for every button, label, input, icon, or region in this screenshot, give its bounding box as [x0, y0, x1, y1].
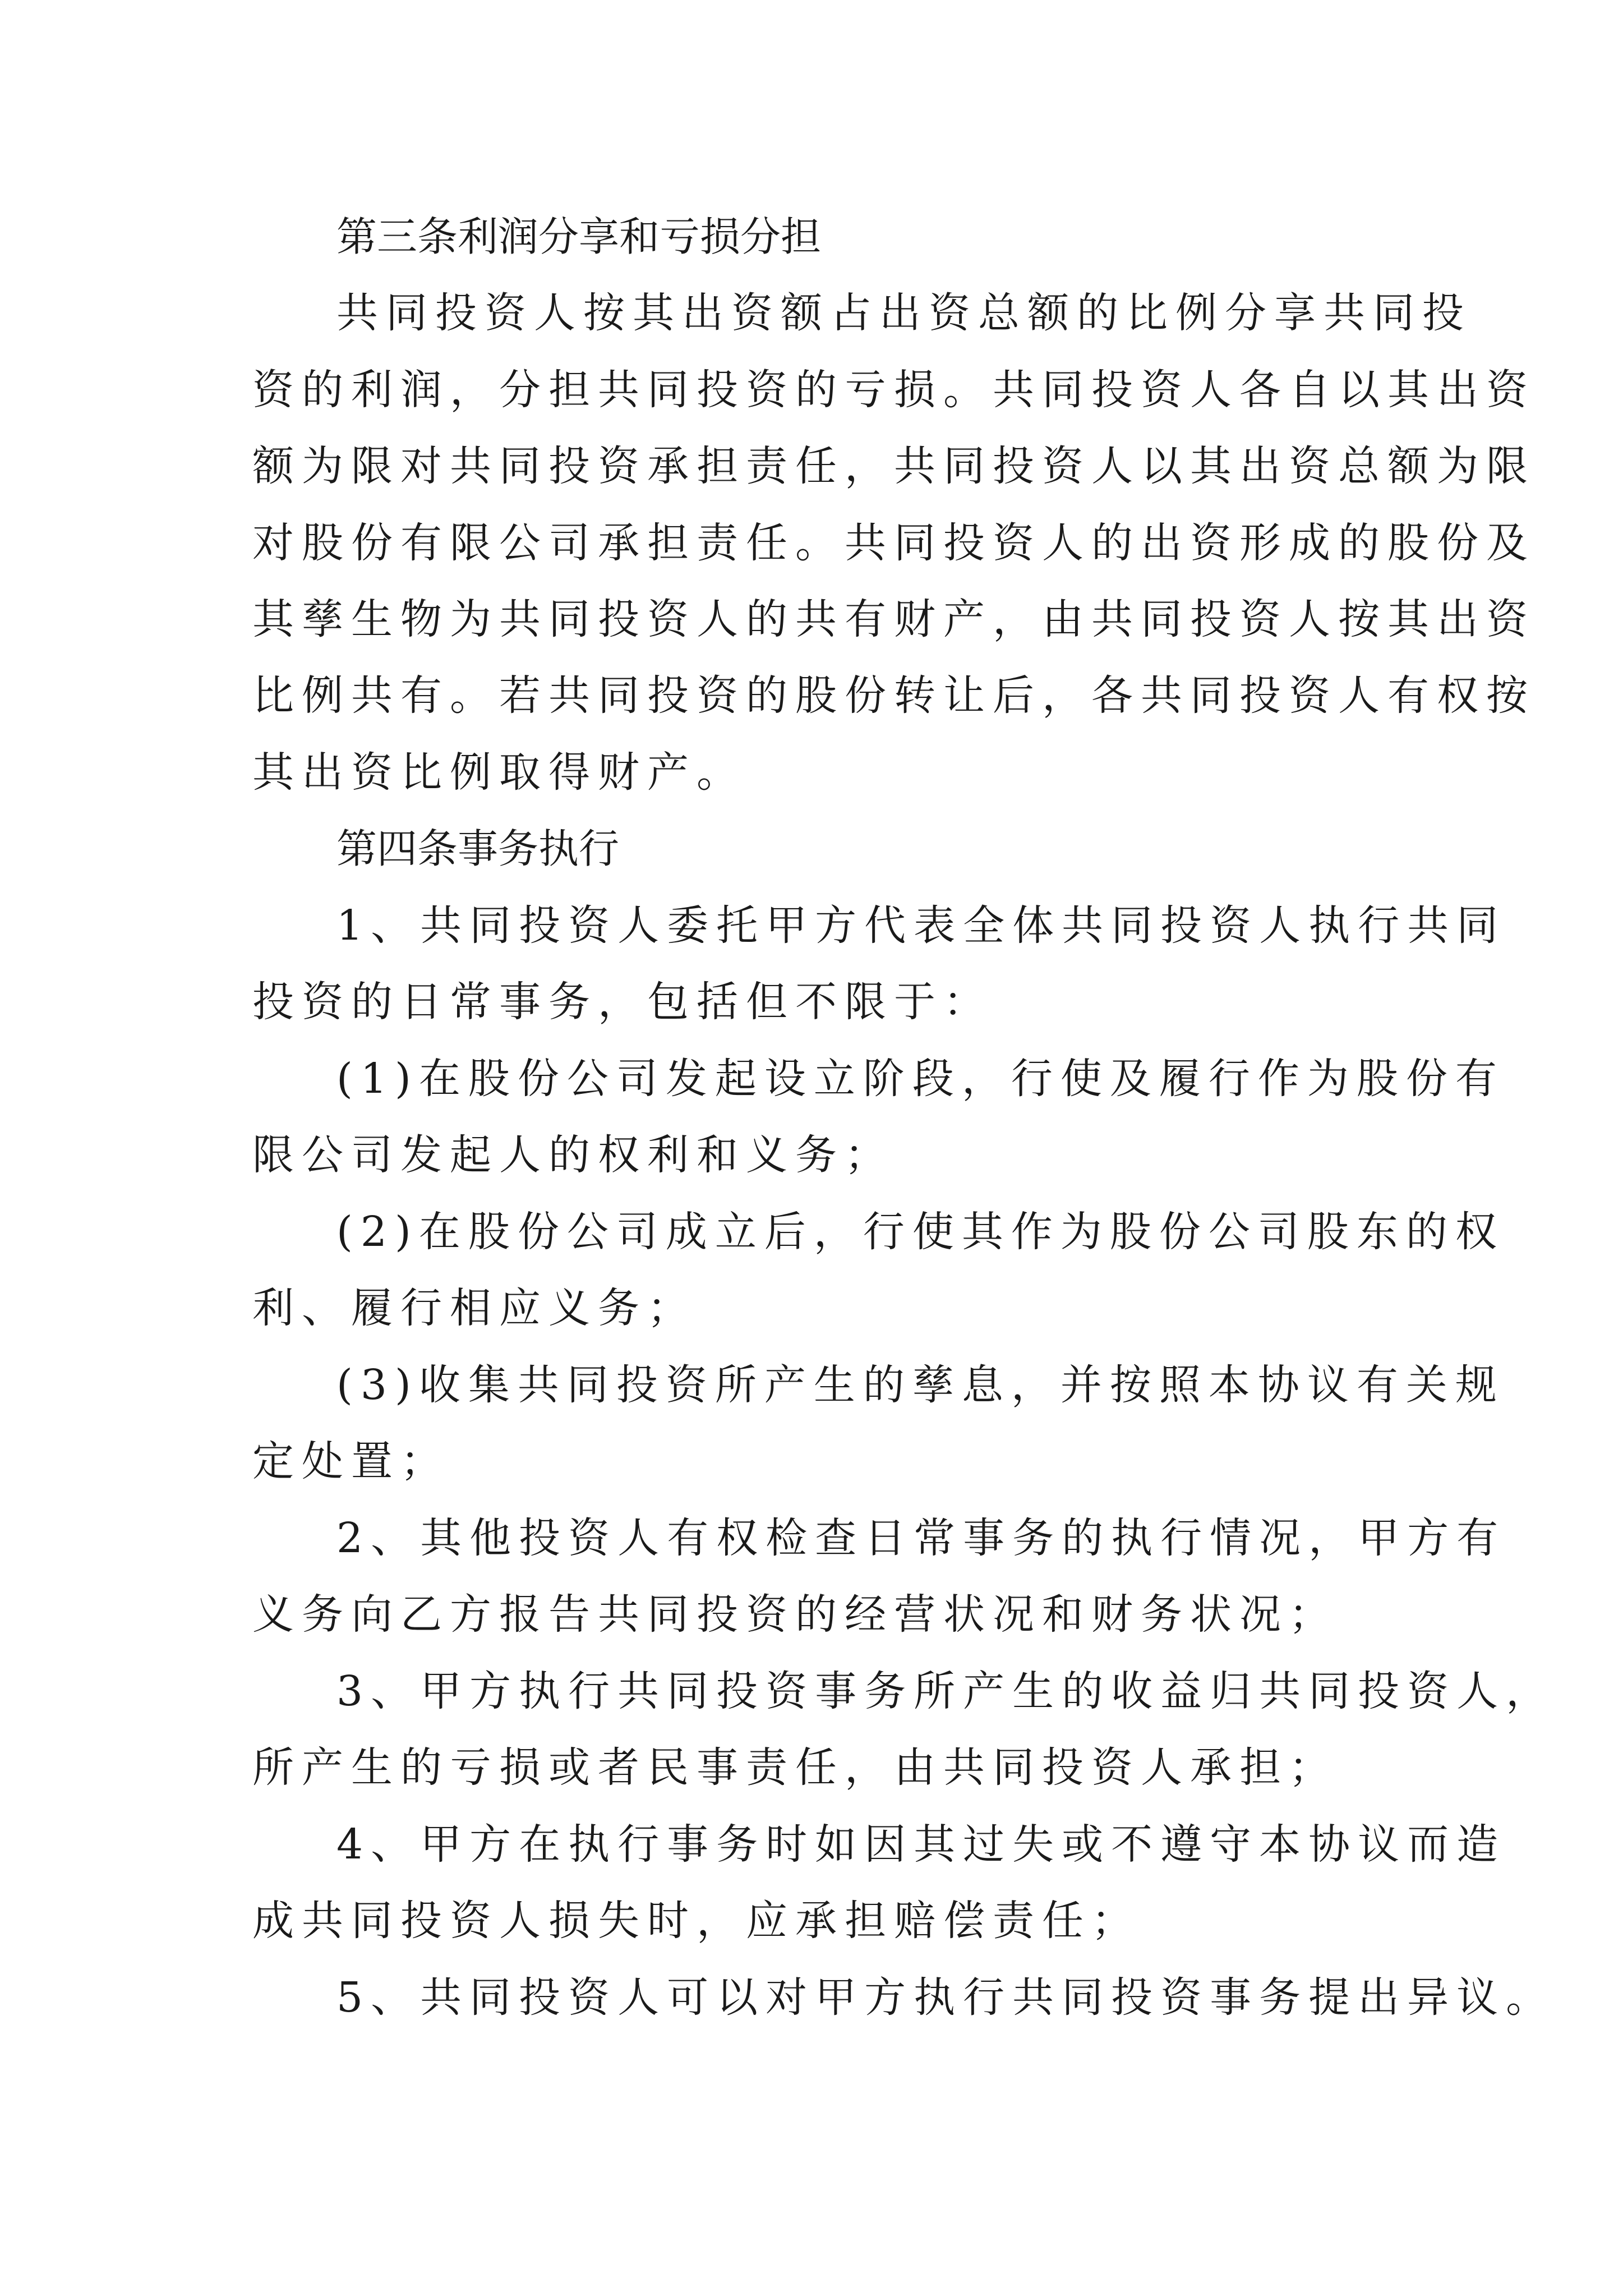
article-4-line-12: 所产生的亏损或者民事责任，由共同投资人承担；: [252, 1743, 1338, 1792]
article-4-line-15: 5、共同投资人可以对甲方执行共同投资事务提出异议。: [336, 1973, 1556, 2022]
article-4-line-13: 4、甲方在执行事务时如因其过失或不遵守本协议而造: [336, 1820, 1506, 1869]
article-4-line-9: 2、其他投资人有权检查日常事务的执行情况，甲方有: [336, 1514, 1506, 1562]
article-3-line-5: 其孳生物为共同投资人的共有财产，由共同投资人按其出资: [252, 595, 1536, 643]
article-4-line-4: 限公司发起人的权利和义务；: [252, 1131, 894, 1179]
article-4-line-3: (1)在股份公司发起设立阶段，行使及履行作为股份有: [336, 1055, 1505, 1103]
article-4-line-2: 投资的日常事务，包括但不限于：: [252, 978, 993, 1026]
article-3-title: 第三条利润分享和亏损分担: [336, 213, 822, 260]
article-4-line-14: 成共同投资人损失时，应承担赔偿责任；: [252, 1897, 1141, 1945]
article-4-line-11: 3、甲方执行共同投资事务所产生的收益归共同投资人，: [336, 1667, 1556, 1715]
article-3-line-6: 比例共有。若共同投资的股份转让后，各共同投资人有权按: [252, 671, 1536, 720]
article-4-line-1: 1、共同投资人委托甲方代表全体共同投资人执行共同: [336, 901, 1506, 950]
article-3-line-1: 共同投资人按其出资额占出资总额的比例分享共同投: [336, 289, 1472, 337]
article-4-line-7: (3)收集共同投资所产生的孳息，并按照本协议有关规: [336, 1361, 1505, 1409]
article-3-line-7: 其出资比例取得财产。: [252, 748, 746, 797]
article-4-line-5: (2)在股份公司成立后，行使其作为股份公司股东的权: [336, 1208, 1505, 1256]
article-4-line-6: 利、履行相应义务；: [252, 1284, 697, 1332]
article-4-line-10: 义务向乙方报告共同投资的经营状况和财务状况；: [252, 1590, 1338, 1639]
article-3-line-2: 资的利润，分担共同投资的亏损。共同投资人各自以其出资: [252, 366, 1536, 414]
article-3-line-3: 额为限对共同投资承担责任，共同投资人以其出资总额为限: [252, 442, 1536, 490]
article-4-title: 第四条事务执行: [336, 825, 620, 872]
article-4-line-8: 定处置；: [252, 1437, 450, 1485]
article-3-line-4: 对股份有限公司承担责任。共同投资人的出资形成的股份及: [252, 519, 1536, 567]
